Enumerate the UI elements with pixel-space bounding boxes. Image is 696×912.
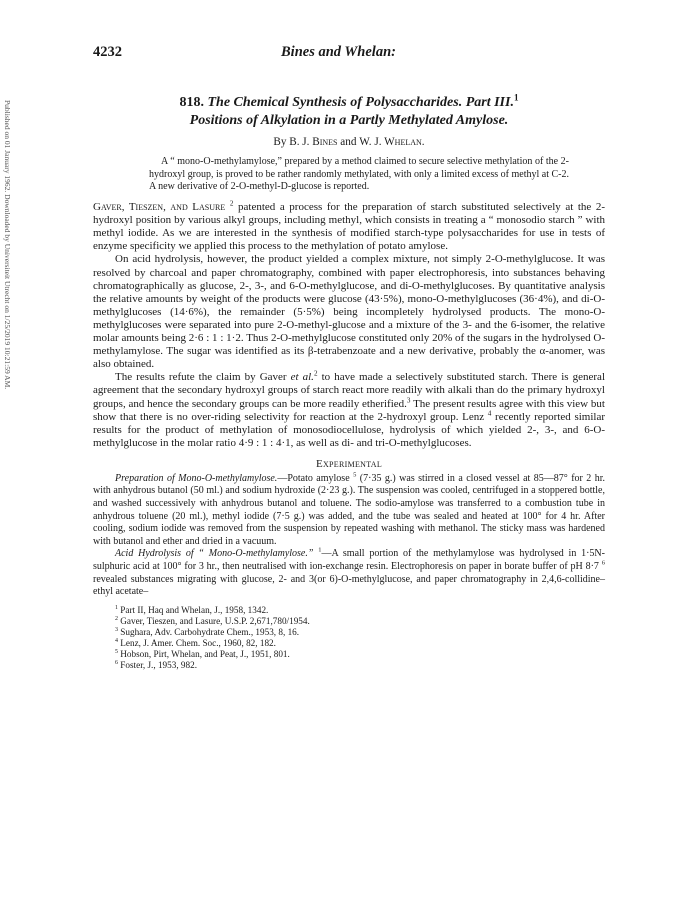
footnote-text: Gaver, Tieszen, and Lasure, U.S.P. 2,671,780/1954. <box>120 615 310 626</box>
footnote-ref: 4 <box>487 408 492 417</box>
author-by: By <box>273 136 287 148</box>
article-number: 818. <box>179 95 204 110</box>
footnote-number: 2 <box>115 615 118 622</box>
cited-authors: Gaver, Tieszen, and Lasure <box>93 201 226 214</box>
et-al: et al. <box>290 371 314 384</box>
paragraph-3-text-c: The present results agree with this view but show that there is no over-riding selectivity for reaction at the 2-hydroxyl group. Lenz <box>93 397 605 423</box>
exp-2-text-b: revealed substances migrating with glucose, 2- and 3(or 6)-O-methylglucose, and paper chromatography in 2,4,6-collidine–ethyl acetate– <box>93 573 605 598</box>
footnote <box>115 638 605 649</box>
paragraph-3-text-a: The results refute the claim by Gaver <box>115 371 287 384</box>
experimental-paragraph-1 <box>93 473 605 549</box>
exp-2-text-a: —A small portion of the methylamylose was hydrolysed in 1·5N-sulphuric acid at 100° for 3 hr., then neutralised with ion-exchange resin. Electrophoresis on paper in borate buffer of pH 8·7 <box>93 548 605 573</box>
running-title: Bines and Whelan: <box>281 44 396 60</box>
experimental-section <box>93 473 605 599</box>
footnote-text: Lenz, J. Amer. Chem. Soc., 1960, 82, 182. <box>120 637 276 648</box>
footnote-ref: 2 <box>229 199 234 208</box>
page-number: 4232 <box>93 44 122 60</box>
author-1: B. J. Bines <box>289 136 338 148</box>
footnote-text: Foster, J., 1953, 982. <box>120 659 197 670</box>
exp-1-text-a: —Potato amylose <box>277 472 350 484</box>
journal-page <box>93 44 605 671</box>
author-line <box>93 134 605 150</box>
page-header <box>93 44 605 64</box>
footnote-ref: 2 <box>313 369 318 378</box>
subheading-preparation: Preparation of Mono-O-methylamylose. <box>115 472 278 484</box>
footnote-number: 1 <box>115 604 118 611</box>
download-watermark-text: Published on 01 January 1962. Downloaded by Universiteit Utrecht on 1/25/2019 10:21:59 AM. <box>3 100 12 390</box>
title-line-2: Positions of Alkylation in a Partly Methylated Amylose. <box>189 113 509 128</box>
subheading-hydrolysis: Acid Hydrolysis of “ Mono-O-methylamylose.” <box>115 548 314 560</box>
title-line-1 <box>93 94 605 112</box>
section-heading-experimental: Experimental <box>315 457 383 470</box>
experimental-paragraph-2 <box>93 548 605 598</box>
paragraph-1 <box>93 201 605 253</box>
footnotes <box>115 605 605 671</box>
author-and: and <box>340 136 357 148</box>
footnote <box>115 605 605 616</box>
footnote <box>115 616 605 627</box>
footnote-ref: 1 <box>318 547 322 555</box>
paragraph-3-text-d: recently reported similar results for the product of methylation of monosodiocellulose, hydrolysis of which yielded 2-, 3-, and 6-O-methylglucose in the molar ratio 4·9 : 1 : 4·1, as well as di- and tri-O-methylglucoses. <box>93 410 606 449</box>
footnote-ref: 3 <box>406 395 411 404</box>
abstract: A “ mono-O-methylamylose,” prepared by a method claimed to secure selective methylation of the 2-hydroxyl group, is proved to be rather randomly methylated, with only a limited excess of methyl at C-2. A new derivative of 2-O-methyl-D-glucose is reported. <box>149 156 569 193</box>
footnote <box>115 660 605 671</box>
footnote-number: 6 <box>115 659 118 666</box>
footnote <box>115 649 605 660</box>
article-body <box>93 201 605 450</box>
author-2: W. J. Whelan. <box>359 136 425 148</box>
footnote-ref: 6 <box>601 559 606 567</box>
footnote-number: 4 <box>115 637 118 644</box>
paragraph-3 <box>93 371 605 450</box>
footnote <box>115 627 605 638</box>
footnote-number: 3 <box>115 626 118 633</box>
footnote-text: Sughara, Adv. Carbohydrate Chem., 1953, 8, 16. <box>120 626 300 637</box>
exp-1-text-b: (7·35 g.) was stirred in a closed vessel at 85—87° for 2 hr. with anhydrous butanol (50 ml.) and sodium hydroxide (2·23 g.). The suspension was cooled, centrifuged in a stoppered bottle, and washed successively with anhydrous butanol and toluene. The sodio-amylose was transferred to a combustion tube in anhydrous toluene (20 ml.), methyl iodide (7·5 g.) was added, and the tube was sealed and heated at 100° for 4 hr. After cooling, sodium iodide was removed from the suspension by repeated washing with methanol. The sticky mass was hardened with butanol and ether and dried in a vacuum. <box>93 472 606 547</box>
paragraph-1-text: patented a process for the preparation of starch substituted selectively at the 2-hydroxyl position by various alkyl groups, including methyl, which consists in treating a “ monosodio starch ” with methyl iodide. As we are interested in the synthesis of modified starch-type polysaccharides for use in tests of enzyme specificity we applied this process to the methylation of potato amylose. <box>93 201 606 253</box>
title-main: The Chemical Synthesis of Polysaccharides. Part III. <box>207 95 514 110</box>
footnote-text: Hobson, Pirt, Whelan, and Peat, J., 1951, 801. <box>120 648 290 659</box>
download-watermark <box>0 100 14 620</box>
article-title <box>93 94 605 130</box>
paragraph-2: On acid hydrolysis, however, the product yielded a complex mixture, not simply 2-O-methylglucose. It was resolved by charcoal and paper chromatography, combined with paper electrophoresis, into substances behaving chromatographically as glucose, 2-, 3-, and 6-O-methylglucose, and di-O-methylglucoses. By quantitative analysis the relative amounts by weight of the products were glucose (43·5%), mono-O-methylglucoses (36·4%), and di-O-methylglucoses (14·6%), the remainder (5·5%) being incompletely hydrolysed products. The mono-O-methylglucoses were separated into pure 2-O-methyl-glucose and a mixture of the 3- and the 6-isomer, the relative molar amounts being 2·6 : 1 : 1·2. Thus 2-O-methylglucose constituted only 20% of the sugars in the hydrolysed O-methylamylose. The sugar was identified as its β-tetrabenzoate and a new derivative, probably the α-anomer, was also obtained. <box>93 253 605 371</box>
footnote-text: Part II, Haq and Whelan, J., 1958, 1342. <box>120 604 269 615</box>
title-footnote-ref: 1 <box>513 92 519 103</box>
footnote-ref: 5 <box>353 471 357 479</box>
footnote-number: 5 <box>115 648 118 655</box>
paragraph-3-text-b: to have made a selectively substituted starch. There is general agreement that the secondary hydroxyl groups of starch react more readily with alkali than do the primary hydroxyl groups, and hence the secondary groups can be more readily etherified. <box>93 371 605 410</box>
